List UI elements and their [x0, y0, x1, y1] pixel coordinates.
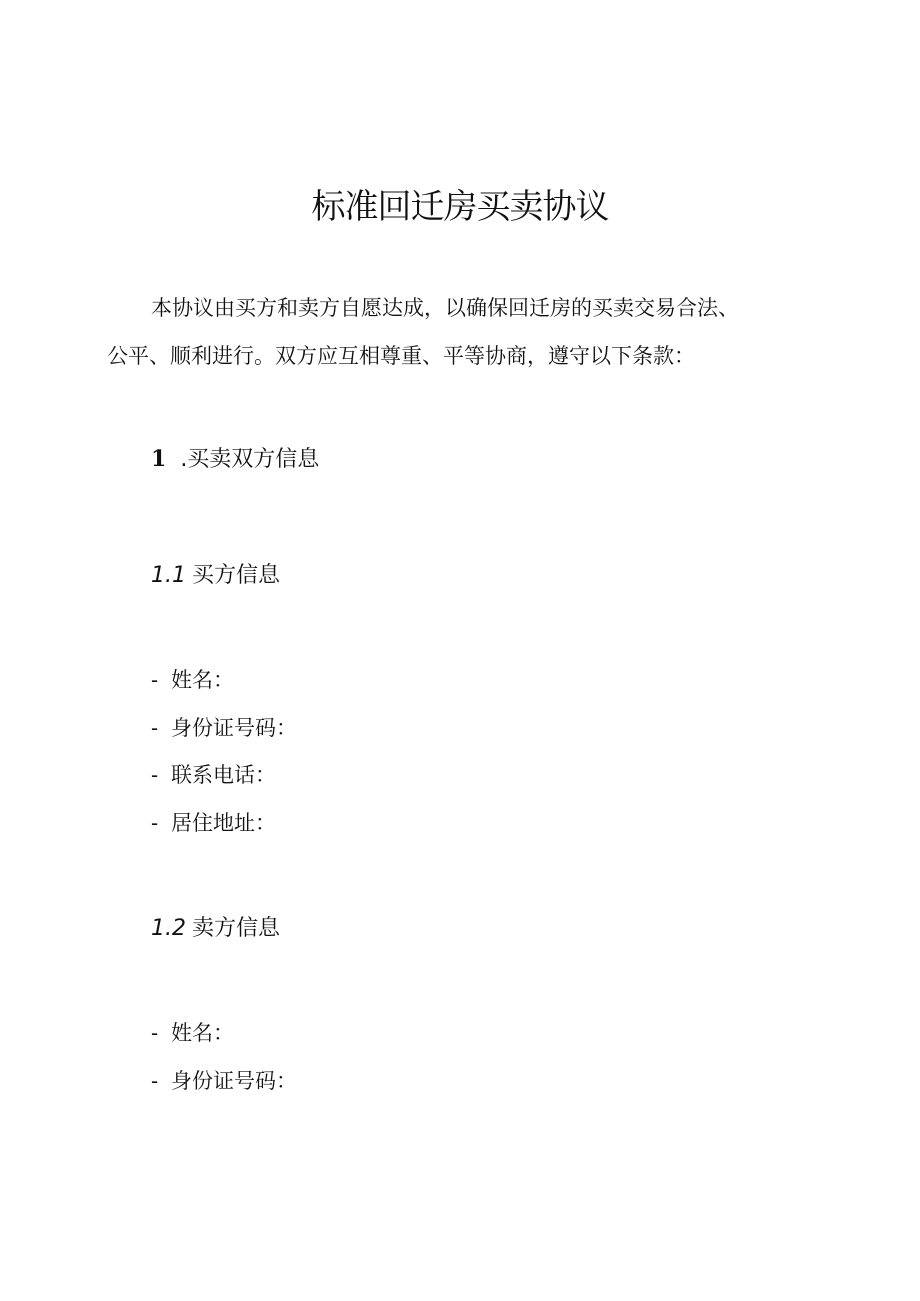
list-dash: - [151, 763, 159, 787]
intro-line-2: 公平、顺利进行。双方应互相尊重、平等协商，遵守以下条款： [107, 344, 695, 368]
subsection-number: 1.1 [151, 563, 186, 588]
list-dash: - [151, 716, 159, 740]
subsection-title: 买方信息 [192, 563, 281, 588]
section-heading-parties [151, 444, 319, 475]
list-dash: - [151, 811, 159, 835]
field-label: 联系电话： [171, 763, 276, 787]
subsection-heading-seller [151, 914, 280, 944]
list-dash: - [151, 1069, 159, 1093]
intro-paragraph [107, 284, 807, 380]
field-label: 姓名： [171, 1021, 234, 1045]
field-label: 姓名： [171, 668, 234, 692]
list-dash: - [151, 668, 159, 692]
field-label: 身份证号码： [171, 1069, 297, 1093]
seller-name-field [151, 1018, 234, 1048]
subsection-title: 卖方信息 [192, 916, 281, 941]
intro-line-1: 本协议由买方和卖方自愿达成，以确保回迁房的买卖交易合法、 [151, 296, 739, 320]
field-label: 身份证号码： [171, 716, 297, 740]
document-title: 标准回迁房买卖协议 [311, 187, 609, 227]
field-label: 居住地址： [171, 811, 276, 835]
subsection-number: 1.2 [151, 916, 186, 941]
buyer-address-field [151, 808, 276, 838]
list-dash: - [151, 1021, 159, 1045]
subsection-heading-buyer [151, 561, 280, 591]
buyer-name-field [151, 665, 234, 695]
section-number: 1 [151, 446, 167, 472]
section-title: .买卖双方信息 [180, 447, 320, 472]
seller-id-number-field [151, 1066, 297, 1096]
buyer-id-number-field [151, 713, 297, 743]
buyer-phone-field [151, 760, 276, 790]
